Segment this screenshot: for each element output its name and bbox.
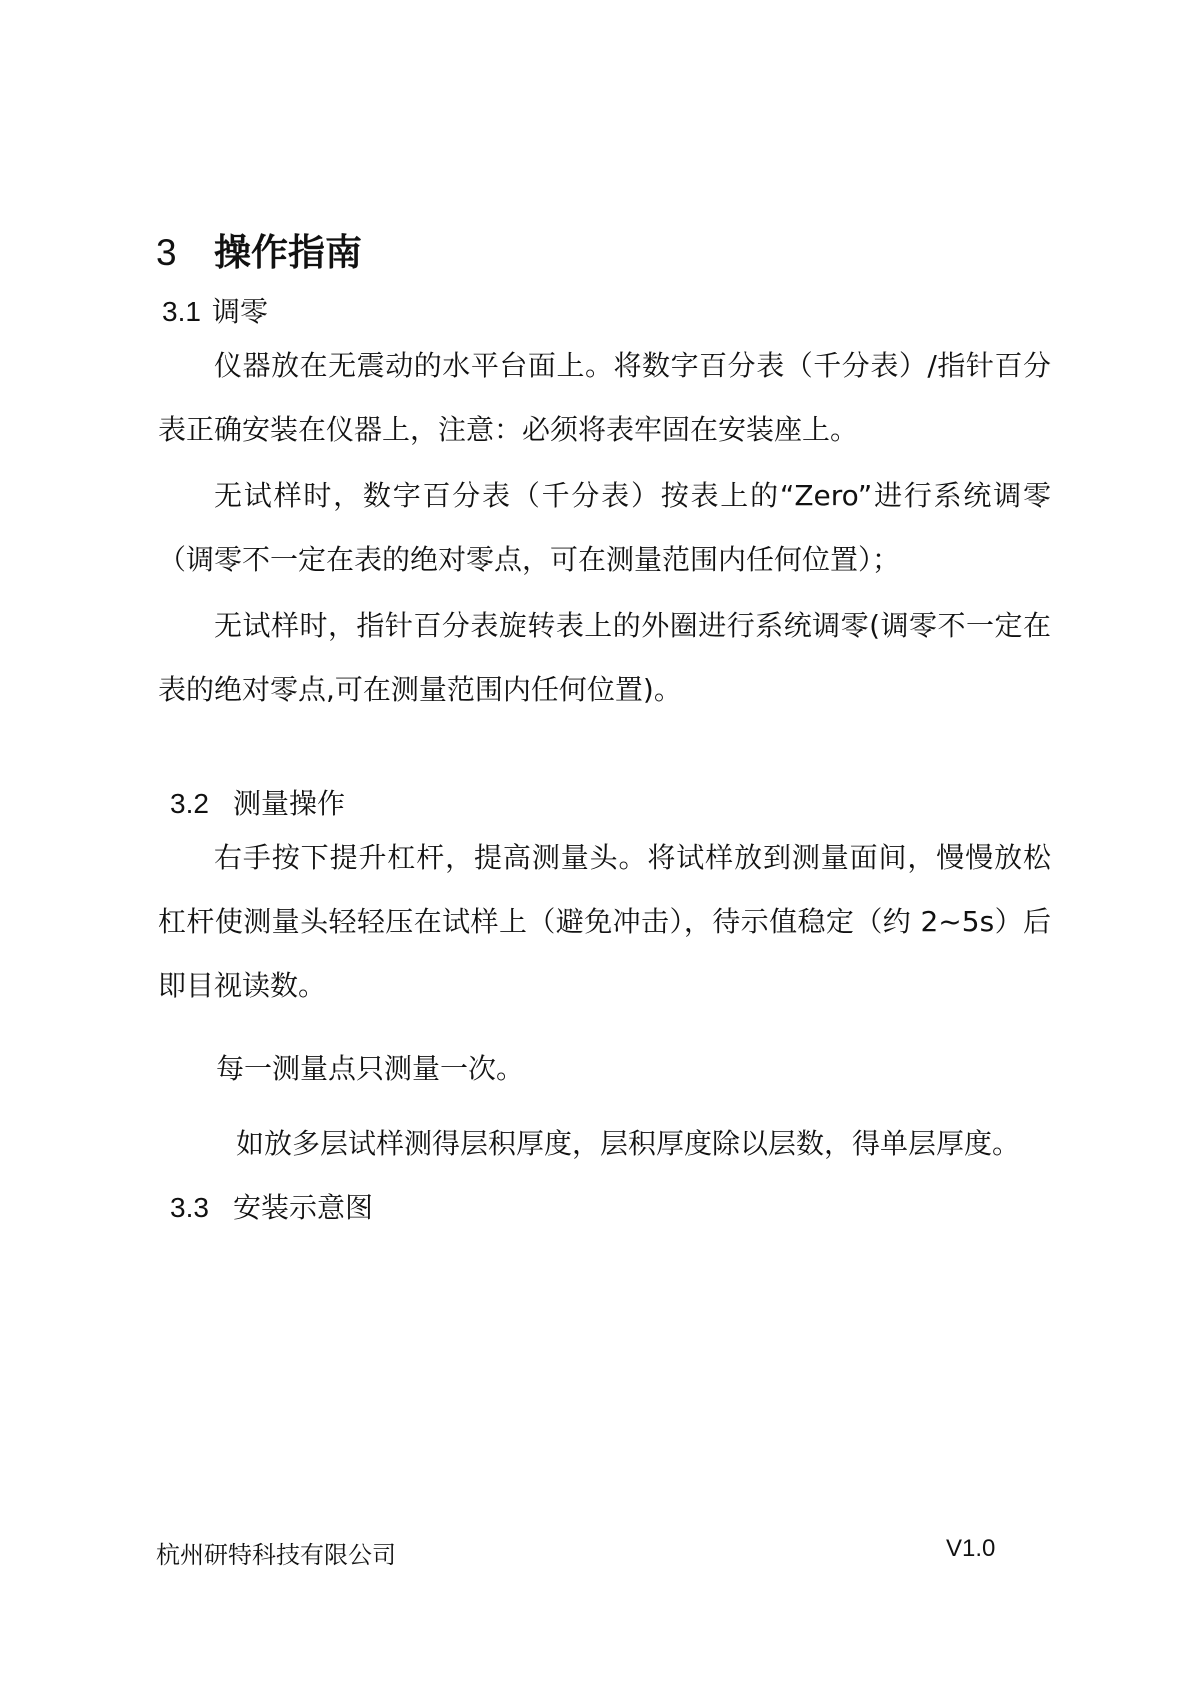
section-heading-3-1 (162, 290, 268, 330)
paragraph: 每一测量点只测量一次。 (216, 1052, 525, 1085)
section-title: 测量操作 (233, 787, 346, 820)
footer-version: V1.0 (946, 1535, 996, 1562)
chapter-title (156, 222, 362, 276)
section-number: 3.1 (162, 296, 201, 327)
chapter-number: 3 (156, 232, 177, 273)
section-heading-3-3 (170, 1186, 373, 1226)
section-heading-3-2 (170, 782, 345, 822)
paragraph: 右手按下提升杠杆，提高测量头。将试样放到测量面间，慢慢放松杠杆使测量头轻轻压在试样上（避免冲击），待示值稳定（约 2~5s）后即目视读数。 (158, 841, 1051, 1002)
footer-company: 杭州研特科技有限公司 (156, 1541, 396, 1569)
chapter-title-text: 操作指南 (214, 231, 362, 274)
paragraph: 无试样时，指针百分表旋转表上的外圈进行系统调零(调零不一定在表的绝对零点,可在测量范围内任何位置)。 (158, 609, 1051, 706)
paragraph: 仪器放在无震动的水平台面上。将数字百分表（千分表）/指针百分表正确安装在仪器上，注意：必须将表牢固在安装座上。 (158, 349, 1051, 446)
section-title: 调零 (212, 295, 269, 328)
paragraph: 如放多层试样测得层积厚度，层积厚度除以层数，得单层厚度。 (236, 1127, 1021, 1160)
section-title: 安装示意图 (233, 1191, 374, 1224)
paragraph: 无试样时，数字百分表（千分表）按表上的“Zero”进行系统调零（调零不一定在表的绝对零点，可在测量范围内任何位置）； (158, 479, 1051, 576)
section-number: 3.3 (170, 1192, 209, 1223)
section-number: 3.2 (170, 788, 209, 819)
